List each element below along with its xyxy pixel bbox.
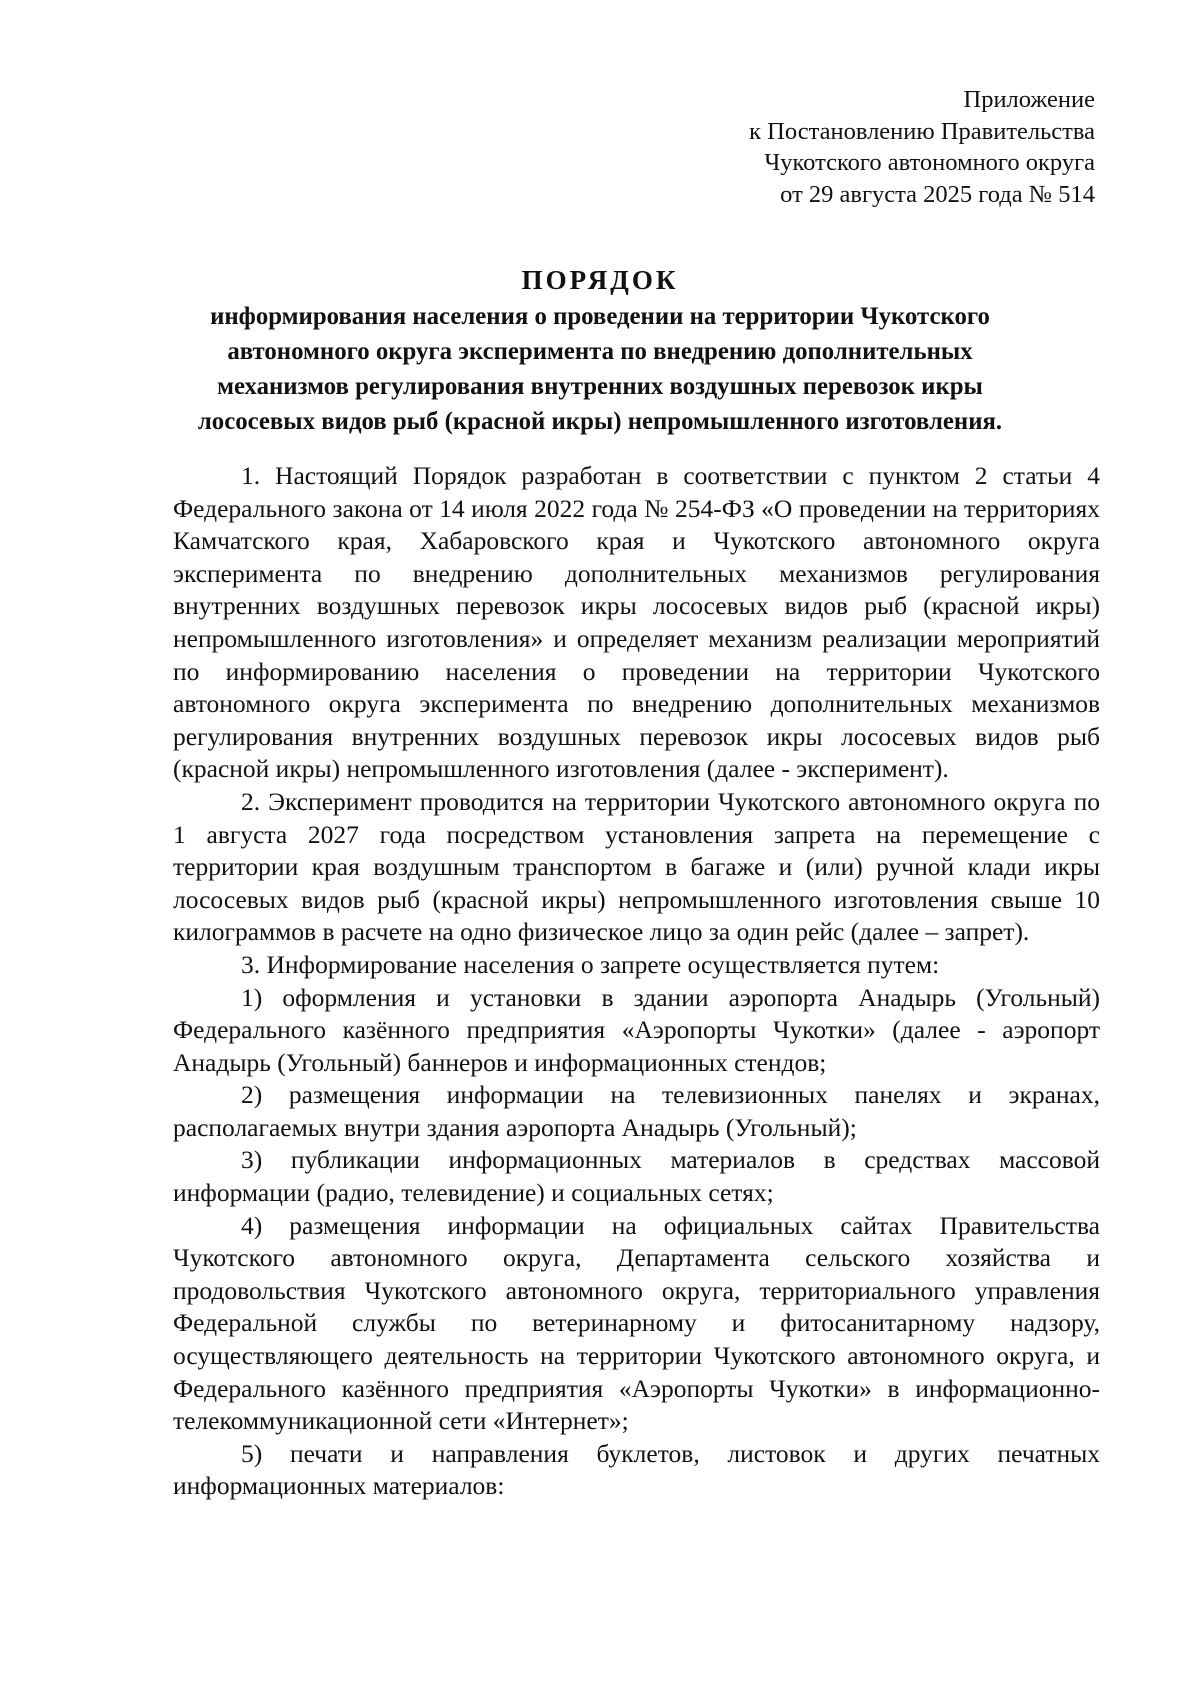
- paragraph-3: 3. Информирование населения о запрете осуществляется путем:: [241, 949, 940, 979]
- subtitle-line: информирования населения о проведении на территории Чукотского: [210, 303, 990, 330]
- document-title: [0, 261, 1200, 439]
- paragraph-2: 2. Эксперимент проводится на территории Чукотского автономного округа по 1 августа 2027 года посредством установления запрета на перемещение с территории края воздушным транспортом в багаже и (или) ручной клади икры лососевых видов рыб (красной икры) непромышленного изготовления свыше 10 килограммов в расчете на одно физическое лицо за один рейс (далее – запрет).: [173, 786, 1100, 947]
- paragraph-1: 1. Настоящий Порядок разработан в соответствии с пунктом 2 статьи 4 Федерального закона от 14 июля 2022 года № 254-ФЗ «О проведении на территориях Камчатского края, Хабаровского края и Чукотского автономного округа эксперимента по внедрению дополнительных механизмов регулирования внутренних воздушных перевозок икры лососевых видов рыб (красной икры) непромышленного изготовления» и определяет механизм реализации мероприятий по информированию населения о проведении на территории Чукотского автономного округа эксперимента по внедрению дополнительных механизмов регулирования внутренних воздушных перевозок икры лососевых видов рыб (красной икры) непромышленного изготовления (далее - эксперимент).: [173, 461, 1100, 784]
- title-main: ПОРЯДОК: [521, 265, 679, 295]
- title-subtitle: [0, 299, 1200, 439]
- list-item: 5) печати и направления буклетов, листовок и других печатных информационных материалов:: [173, 1438, 1100, 1501]
- appendix-line: Приложение: [963, 86, 1095, 113]
- subtitle-line: механизмов регулирования внутренних воздушных перевозок икры: [217, 373, 983, 400]
- subtitle-line: лососевых видов рыб (красной икры) непромышленного изготовления.: [197, 408, 1003, 435]
- list-item: 1) оформления и установки в здании аэропорта Анадырь (Угольный) Федерального казённого предприятия «Аэропорты Чукотки» (далее - аэропорт Анадырь (Угольный) баннеров и информационных стендов;: [173, 982, 1100, 1077]
- appendix-line: к Постановлению Правительства: [749, 117, 1095, 145]
- list-item: 3) публикации информационных материалов в средствах массовой информации (радио, телевидение) и социальных сетях;: [173, 1145, 1100, 1208]
- subtitle-line: автономного округа эксперимента по внедрению дополнительных: [227, 338, 973, 365]
- document-body: [173, 460, 1100, 1503]
- appendix-line: от 29 августа 2025 года № 514: [780, 180, 1095, 208]
- list-item: 4) размещения информации на официальных сайтах Правительства Чукотского автономного округа, Департамента сельского хозяйства и продовольствия Чукотского автономного округа, территориального управления Федеральной службы по ветеринарному и фитосанитарному надзору, осуществляющего деятельность на территории Чукотского автономного округа, и Федерального казённого предприятия «Аэропорты Чукотки» в информационно-телекоммуникационной сети «Интернет»;: [173, 1210, 1100, 1436]
- appendix-line: Чукотского автономного округа: [764, 149, 1095, 176]
- list-item: 2) размещения информации на телевизионных панелях и экранах, располагаемых внутри здания аэропорта Анадырь (Угольный);: [173, 1080, 1100, 1142]
- appendix-header: [749, 84, 1095, 210]
